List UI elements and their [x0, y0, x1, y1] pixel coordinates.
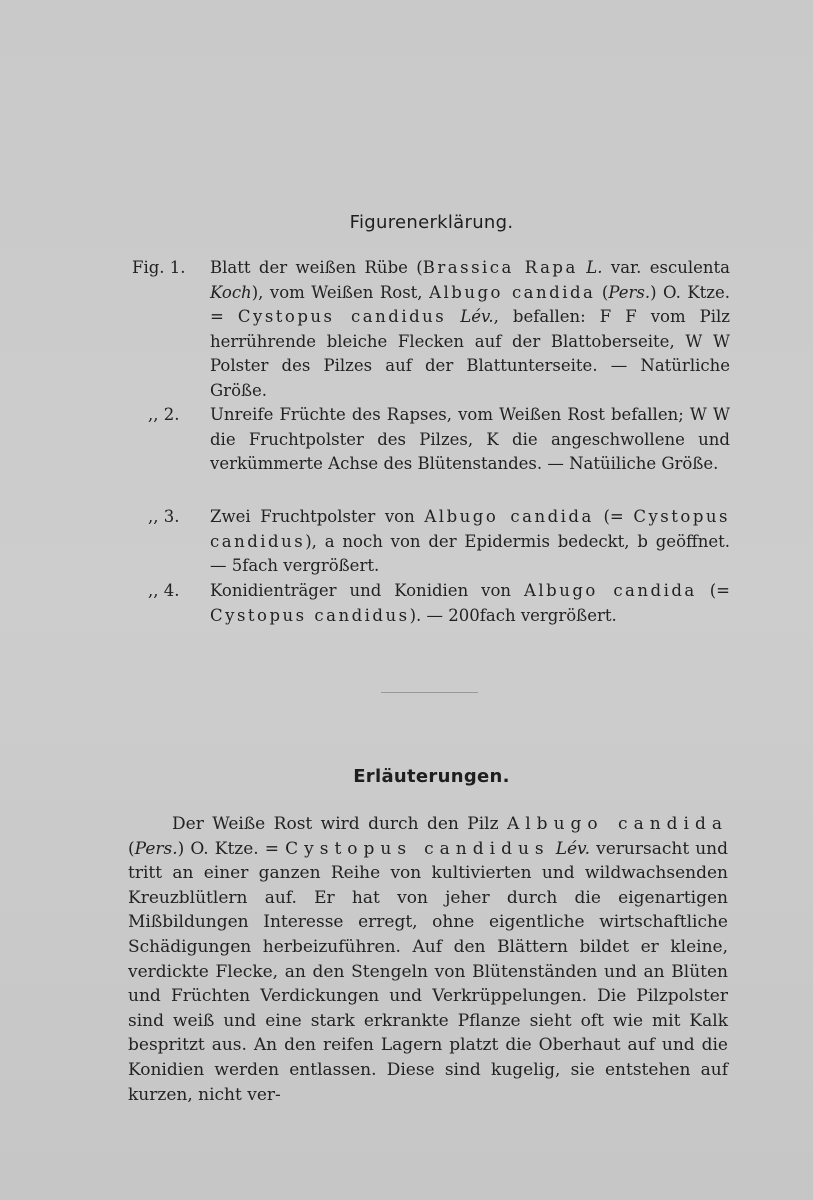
figure-number: Fig. 1.	[132, 258, 186, 277]
figure-number: ,, 3.	[148, 507, 180, 526]
figure-description: Unreife Früchte des Rapses, vom Weißen Rost befallen; W W die Fruchtpolster des Pilzes, K die angeschwollene und verkümmerte Achse des Blütenstandes. — Natüiliche Größe.	[210, 405, 730, 473]
figure-description: Konidienträger und Konidien von Albugo candida (= Cystopus candidus). — 200fach vergrößert.	[210, 581, 730, 625]
figure-legend-heading: Figurenerklärung.	[349, 212, 514, 233]
figure-description: Blatt der weißen Rübe (Brassica Rapa L. var. esculenta Koch), vom Weißen Rost, Albugo candida (Pers.) O. Ktze. = Cystopus candidus Lév., befallen: F F vom Pilz herrührende bleiche Flecken auf der Blattoberseite, W W Polster des Pilzes auf der Blattunterseite. — Natürliche Größe.	[210, 258, 730, 400]
figure-number: ,, 2.	[148, 405, 180, 424]
figure-number: ,, 4.	[148, 581, 180, 600]
figure-description: Zwei Fruchtpolster von Albugo candida (= Cystopus candidus), a noch von der Epidermis bedeckt, b geöffnet. — 5fach vergrößert.	[210, 507, 730, 575]
section-divider	[381, 692, 478, 693]
explanations-paragraph: Der Weiße Rost wird durch den Pilz Albugo candida (Pers.) O. Ktze. = Cystopus candidus Lév. verursacht und tritt an einer ganzen Reihe von kultivierten und wildwachsenden Kreuzblütlern auf. Er hat von jeher durch die eigenartigen Mißbildungen Interesse erregt, ohne eigentliche wirtschaftliche Schädigungen herbeizuführen. Auf den Blättern bildet er kleine, verdickte Flecke, an den Stengeln von Blütenständen und an Blüten und Früchten Verdickungen und Verkrüppelungen. Die Pilzpolster sind weiß und eine stark erkrankte Pflanze sieht oft wie mit Kalk bespritzt aus. An den reifen Lagern platzt die Oberhaut auf und die Konidien werden entlassen. Diese sind kugelig, sie entstehen auf kurzen, nicht ver-	[128, 814, 728, 1105]
explanations-heading: Erläuterungen.	[353, 766, 510, 787]
